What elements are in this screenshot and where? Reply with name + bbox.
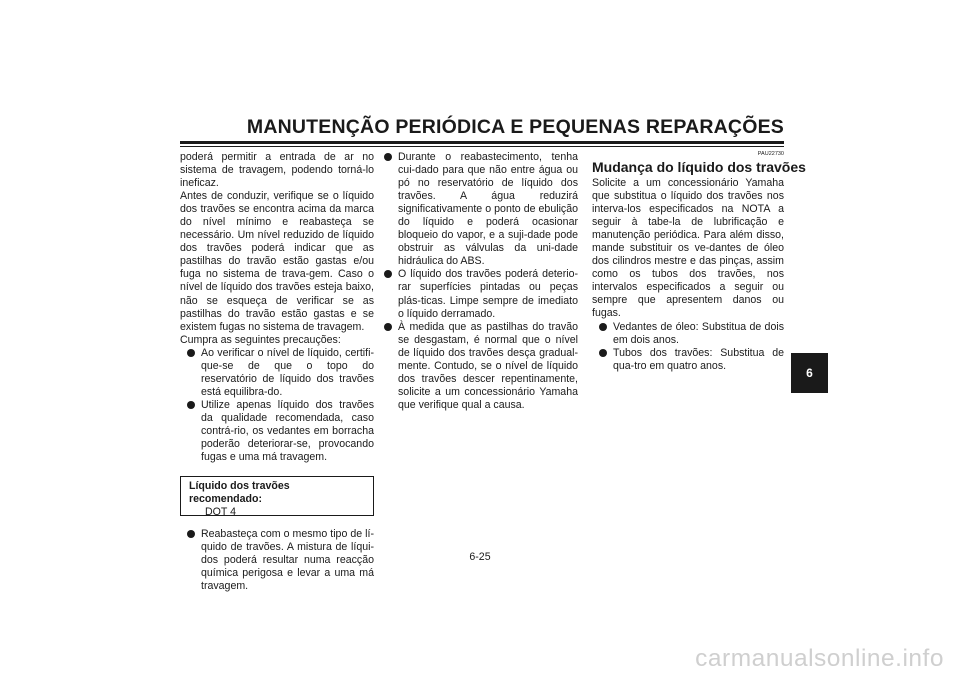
list-item: Utilize apenas líquido dos travões da qualidade recomendada, caso contrá-rio, os vedantes em borracha poderão deteriorar-se, provocando fugas e uma má travagem. xyxy=(201,399,374,464)
list-item: Vedantes de óleo: Substitua de dois em dois anos. xyxy=(613,321,784,347)
bullet-dot-icon xyxy=(187,401,195,409)
section-code: PAU22730 xyxy=(757,151,784,157)
bullet-dot-icon xyxy=(599,349,607,357)
list-item: Ao verificar o nível de líquido, certifi-que-se de que o topo do reservatório de líquido dos travões está equilibra-do. xyxy=(201,347,374,399)
bullet-dot-icon xyxy=(599,323,607,331)
precautions-list-continued xyxy=(180,528,374,593)
paragraph: Antes de conduzir, verifique se o líquido dos travões se encontra acima da marca do nível mínimo e reabasteça se necessário. Um nível reduzido de líquido dos travões poderá indicar que as pastilhas do travão estão gastas e/ou fuga no sistema de trava-gem. Caso o nível de líquido dos travões esteja baixo, não se esqueça de verificar se as pastilhas do travão estão gastas e se existem fugas no sistema de travagem. xyxy=(180,190,374,333)
paragraph: Cumpra as seguintes precauções: xyxy=(180,333,341,346)
text-column-2 xyxy=(384,151,578,412)
list-item: Tubos dos travões: Substitua de qua-tro em quatro anos. xyxy=(613,347,784,373)
header-rule-thin xyxy=(180,146,784,147)
paragraph: poderá permitir a entrada de ar no sistema de travagem, podendo torná-lo ineficaz. xyxy=(180,151,374,190)
bullet-dot-icon xyxy=(384,323,392,331)
bullet-dot-icon xyxy=(384,153,392,161)
paragraph: Solicite a um concessionário Yamaha que substitua o líquido dos travões nos interva-los especificados na NOTA a seguir à tabe-la de lubrificação e manutenção periódica. Para além disso, mande substituir os ve-dantes de óleo dos cilindros mestre e das pinças, assim como os tubos dos travões, nos intervalos especificados a seguir ou sempre que apresentem danos ou fugas. xyxy=(592,177,784,320)
spec-label: Líquido dos travões recomendado: xyxy=(189,480,290,506)
list-item: À medida que as pastilhas do travão se desgastam, é normal que o nível de líquido dos travões desça gradual-mente. Contudo, se o nível de líquido dos travões descer repentinamente, solicite a um concessionário Yamaha que verifique qual a causa. xyxy=(398,321,578,412)
replacement-intervals-list xyxy=(592,321,784,373)
bullet-dot-icon xyxy=(384,270,392,278)
page-header-title: MANUTENÇÃO PERIÓDICA E PEQUENAS REPARAÇÕES xyxy=(246,116,784,138)
precautions-list-column-2 xyxy=(384,151,578,412)
list-item: O líquido dos travões poderá deterio-rar superfícies pintadas ou peças plás-ticas. Limpe sempre de imediato o líquido derramado. xyxy=(398,268,578,320)
section-title: Mudança do líquido dos travões xyxy=(592,159,806,175)
list-item: Durante o reabastecimento, tenha cui-dado para que não entre água ou pó no reservatório de líquido dos travões. A água reduzirá significativamente o ponto de ebulição do líquido e poderá ocasionar bloqueio do vapor, e a suji-dade pode obstruir as válvulas da uni-dade hidráulica do ABS. xyxy=(398,151,578,268)
page-number: 6-25 xyxy=(469,551,491,563)
spec-value: DOT 4 xyxy=(205,506,237,519)
bullet-dot-icon xyxy=(187,530,195,538)
header-rule-thick xyxy=(180,141,784,144)
text-column-1 xyxy=(180,151,374,593)
text-column-3 xyxy=(592,151,806,373)
bullet-dot-icon xyxy=(187,349,195,357)
list-item: Reabasteça com o mesmo tipo de lí-quido de travões. A mistura de líqui-dos poderá resultar numa reacção química perigosa e levar a uma má travagem. xyxy=(201,528,374,593)
recommended-fluid-box xyxy=(180,476,374,519)
watermark: carmanualsonline.info xyxy=(695,645,944,672)
precautions-list xyxy=(180,347,374,464)
chapter-tab: 6 xyxy=(791,353,828,393)
